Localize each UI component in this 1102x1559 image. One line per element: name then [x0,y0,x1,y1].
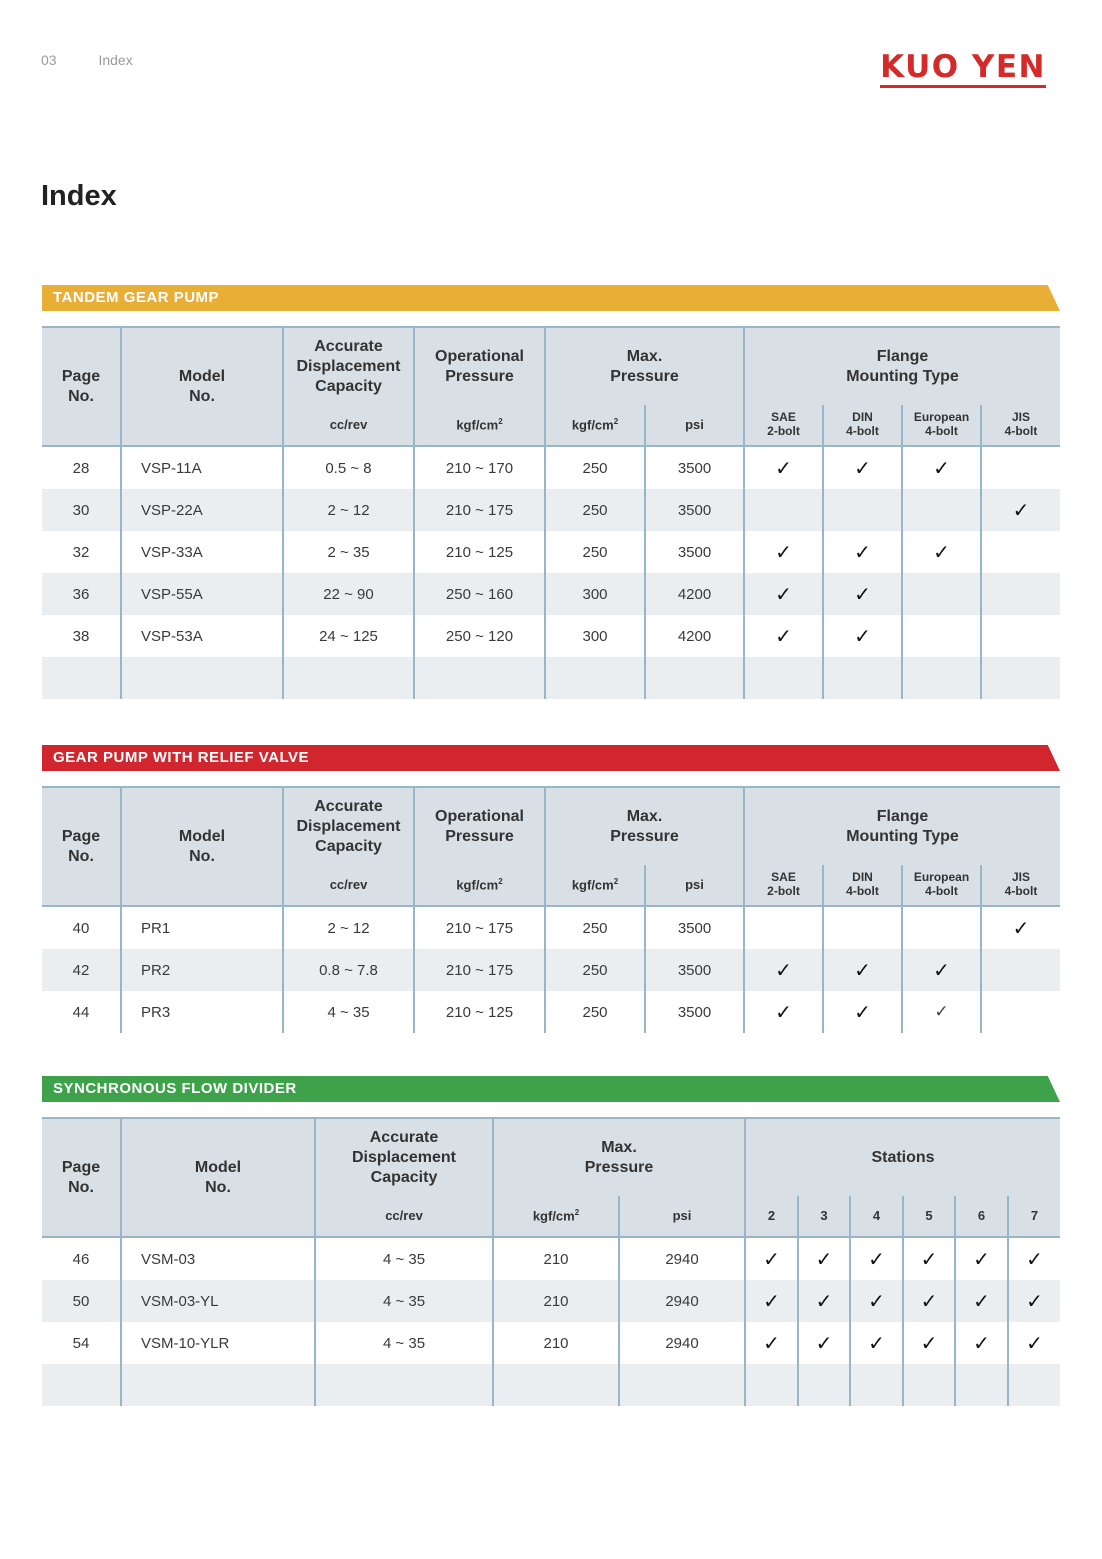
flange-jis: JIS 4-bolt [981,865,1060,906]
model-no-cell: PR2 [121,949,283,991]
flange-din-cell [823,657,902,699]
flange-sae-cell [744,949,823,991]
check-icon: ✓ [933,456,950,480]
check-icon: ✓ [1026,1331,1043,1355]
flange-din-cell [823,531,902,573]
displacement-cell: 0.8 ~ 7.8 [283,949,414,991]
flange-jis-cell [981,906,1060,949]
station-cell [955,1322,1008,1364]
section-banner [42,745,1060,771]
flange-sae-cell [744,615,823,657]
max-pressure-kgf-cell: 250 [545,991,645,1033]
model-no-cell: VSP-55A [121,573,283,615]
unit-cc-rev: cc/rev [315,1196,493,1237]
flow-divider-table [42,1117,1060,1406]
table-row [42,615,1060,657]
station-3: 3 [798,1196,850,1237]
col-max-pressure: Max. Pressure [493,1118,745,1196]
displacement-cell: 2 ~ 35 [283,531,414,573]
max-pressure-psi-cell: 3500 [645,906,744,949]
check-icon: ✓ [1026,1289,1043,1313]
displacement-cell [315,1364,493,1406]
operational-pressure-cell: 210 ~ 170 [414,446,545,489]
col-page-no: Page No. [42,787,121,906]
check-icon: ✓ [775,624,792,648]
check-icon: ✓ [763,1247,780,1271]
check-icon: ✓ [775,958,792,982]
max-pressure-psi-cell: 3500 [645,446,744,489]
logo-text: KUO YEN [880,49,1046,85]
model-no-cell [121,1364,315,1406]
station-cell [903,1322,955,1364]
max-pressure-psi-cell [645,657,744,699]
page-no-cell: 30 [42,489,121,531]
check-icon: ✓ [920,1331,938,1355]
page-no-cell: 50 [42,1280,121,1322]
col-displacement: Accurate Displacement Capacity [315,1118,493,1196]
page-number: 03 [41,52,57,68]
col-flange-mounting-type: Flange Mounting Type [744,787,1060,865]
flange-din-cell [823,446,902,489]
unit-cc-rev: cc/rev [283,865,414,906]
station-5: 5 [903,1196,955,1237]
page-no-cell: 38 [72,627,90,645]
relief-valve-pump-table [42,786,1060,1033]
header-section-label: Index [98,52,133,68]
table-row [42,489,1060,531]
page-no-cell: 54 [72,1334,90,1352]
displacement-cell: 2 ~ 12 [283,906,414,949]
model-no-cell: VSP-11A [121,446,283,489]
station-cell [798,1322,850,1364]
max-pressure-psi-cell: 3500 [645,489,744,531]
max-pressure-psi-cell: 2940 [619,1322,745,1364]
flange-european-cell [902,906,981,949]
station-cell [903,1364,955,1406]
station-cell [850,1280,903,1322]
check-icon: ✓ [815,1331,833,1355]
station-cell [903,1280,955,1322]
unit-psi: psi [645,405,744,446]
page-no-cell: 32 [72,543,90,561]
check-icon: ✓ [854,958,871,982]
displacement-cell: 22 ~ 90 [283,573,414,615]
col-model-no: Model No. [121,1118,315,1237]
max-pressure-kgf-cell: 250 [545,531,645,573]
page-header [41,52,171,68]
displacement-cell: 4 ~ 35 [315,1322,493,1364]
flange-jis-cell [981,657,1060,699]
max-pressure-kgf-cell: 250 [545,906,645,949]
col-stations: Stations [745,1118,1060,1196]
logo-underline [880,85,1046,88]
check-icon: ✓ [775,540,792,564]
page-no-cell: 28 [72,459,90,477]
check-icon: ✓ [868,1247,885,1271]
flange-jis-cell [981,446,1060,489]
section-title: TANDEM GEAR PUMP [53,289,220,306]
table-row [42,1364,1060,1406]
flange-european-cell [902,531,981,573]
table-row [42,949,1060,991]
table-row [42,1322,1060,1364]
model-no-cell: VSM-10-YLR [121,1322,315,1364]
station-cell [745,1237,798,1280]
displacement-cell: 2 ~ 12 [283,489,414,531]
flange-sae-cell [744,906,823,949]
check-icon: ✓ [775,456,792,480]
flange-european-cell [902,657,981,699]
displacement-cell: 0.5 ~ 8 [283,446,414,489]
operational-pressure-cell: 210 ~ 125 [414,991,545,1033]
station-cell [850,1237,903,1280]
station-cell [850,1364,903,1406]
max-pressure-kgf-cell: 210 [493,1322,619,1364]
max-pressure-kgf-cell: 300 [545,573,645,615]
flow-divider-section [42,1076,1060,1406]
check-icon: ✓ [868,1289,885,1313]
flange-sae-cell [744,489,823,531]
table-row [42,906,1060,949]
flange-sae-cell [744,531,823,573]
col-max-pressure: Max. Pressure [545,787,744,865]
max-pressure-kgf-cell [545,657,645,699]
flange-din-cell [823,906,902,949]
operational-pressure-cell: 210 ~ 125 [414,531,545,573]
page-no-cell [42,1364,121,1406]
station-cell [903,1237,955,1280]
flange-sae-cell [744,446,823,489]
flange-european-cell [902,489,981,531]
max-pressure-kgf-cell: 250 [545,949,645,991]
section-title: GEAR PUMP WITH RELIEF VALVE [53,749,310,766]
col-operational-pressure: Operational Pressure [414,787,545,865]
col-page-no: Page No. [42,327,121,446]
page-no-cell: 40 [72,919,90,937]
max-pressure-psi-cell: 3500 [645,949,744,991]
max-pressure-psi-cell: 2940 [619,1237,745,1280]
operational-pressure-cell: 250 ~ 160 [414,573,545,615]
operational-pressure-cell: 210 ~ 175 [414,949,545,991]
flange-din-cell [823,573,902,615]
max-pressure-kgf-cell: 300 [545,615,645,657]
page-title: Index [41,180,117,212]
flange-din-cell [823,991,902,1033]
model-no-cell [121,657,283,699]
section-banner [42,1076,1060,1102]
page-no-cell: 46 [72,1250,90,1268]
col-flange-mounting-type: Flange Mounting Type [744,327,1060,405]
max-pressure-kgf-cell: 210 [493,1280,619,1322]
col-displacement: Accurate Displacement Capacity [283,327,414,405]
max-pressure-kgf-cell: 210 [493,1237,619,1280]
tandem-gear-pump-section [42,285,1060,699]
model-no-cell: PR3 [121,991,283,1033]
table-row [42,1237,1060,1280]
page-no-cell: 44 [72,1003,90,1021]
flange-sae: SAE 2-bolt [744,405,823,446]
check-icon: ✓ [934,1002,949,1022]
flange-sae: SAE 2-bolt [744,865,823,906]
check-icon: ✓ [973,1289,990,1313]
check-icon: ✓ [763,1331,780,1355]
flange-jis-cell [981,615,1060,657]
table-row [42,446,1060,489]
check-icon: ✓ [973,1247,990,1271]
operational-pressure-cell [414,657,545,699]
station-cell [955,1237,1008,1280]
flange-jis-cell [981,949,1060,991]
check-icon: ✓ [933,540,950,564]
flange-european: European 4-bolt [902,865,981,906]
operational-pressure-cell: 250 ~ 120 [414,615,545,657]
flange-jis-cell [981,531,1060,573]
flange-european-cell [902,615,981,657]
page-no-cell: 36 [42,573,121,615]
max-pressure-psi-cell: 4200 [645,615,744,657]
table-row [42,531,1060,573]
check-icon: ✓ [763,1289,780,1313]
check-icon: ✓ [933,958,950,982]
model-no-cell: VSP-33A [121,531,283,573]
station-cell [798,1364,850,1406]
station-cell [1008,1322,1060,1364]
station-cell [745,1322,798,1364]
col-displacement: Accurate Displacement Capacity [283,787,414,865]
check-icon: ✓ [920,1247,938,1271]
station-cell [850,1322,903,1364]
table-row [42,573,1060,615]
check-icon: ✓ [854,540,871,564]
station-cell [798,1237,850,1280]
model-no-cell: VSP-22A [121,489,283,531]
flange-din-cell [823,489,902,531]
unit-kgf: kgf/$cm^2$ [414,865,545,906]
unit-psi: psi [645,865,744,906]
max-pressure-kgf-cell: 250 [545,489,645,531]
tandem-gear-pump-table [42,326,1060,699]
check-icon: ✓ [854,456,871,480]
table-row [42,991,1060,1033]
check-icon: ✓ [854,624,871,648]
col-page-no: Page No. [42,1118,121,1237]
page-no-cell [42,657,121,699]
unit-kgf: kgf/$cm^2$ [493,1196,619,1237]
station-cell [1008,1364,1060,1406]
station-cell [745,1280,798,1322]
flange-sae-cell [744,991,823,1033]
displacement-cell: 4 ~ 35 [315,1237,493,1280]
flange-european-cell [902,949,981,991]
flange-european: European 4-bolt [902,405,981,446]
check-icon: ✓ [854,582,871,606]
operational-pressure-cell: 210 ~ 175 [414,489,545,531]
max-pressure-psi-cell [619,1364,745,1406]
flange-din: DIN 4-bolt [823,405,902,446]
check-icon: ✓ [1026,1247,1043,1271]
col-operational-pressure: Operational Pressure [414,327,545,405]
col-model-no: Model No. [121,787,283,906]
model-no-cell: VSM-03-YL [121,1280,315,1322]
displacement-cell: 24 ~ 125 [283,615,414,657]
col-max-pressure: Max. Pressure [545,327,744,405]
check-icon: ✓ [775,582,792,606]
relief-valve-pump-section [42,745,1060,1033]
check-icon: ✓ [854,1000,871,1024]
flange-european-cell [902,446,981,489]
flange-din-cell [823,615,902,657]
displacement-cell: 4 ~ 35 [283,991,414,1033]
section-title: SYNCHRONOUS FLOW DIVIDER [53,1080,297,1097]
section-banner [42,285,1060,311]
flange-jis-cell [981,573,1060,615]
check-icon: ✓ [868,1331,885,1355]
model-no-cell: VSP-53A [121,615,283,657]
station-cell [745,1364,798,1406]
station-7: 7 [1008,1196,1060,1237]
station-2: 2 [745,1196,798,1237]
station-cell [1008,1280,1060,1322]
check-icon: ✓ [1012,916,1030,940]
model-no-cell: PR1 [121,906,283,949]
page-no-cell: 42 [42,949,121,991]
unit-cc-rev: cc/rev [283,405,414,446]
displacement-cell: 4 ~ 35 [315,1280,493,1322]
unit-kgf: kgf/$cm^2$ [545,405,645,446]
check-icon: ✓ [815,1247,833,1271]
max-pressure-psi-cell: 3500 [645,531,744,573]
unit-psi: psi [619,1196,745,1237]
max-pressure-psi-cell: 3500 [645,991,744,1033]
displacement-cell [283,657,414,699]
station-cell [798,1280,850,1322]
flange-sae-cell [744,657,823,699]
check-icon: ✓ [815,1289,833,1313]
flange-european-cell [902,573,981,615]
operational-pressure-cell: 210 ~ 175 [414,906,545,949]
flange-jis-cell [981,489,1060,531]
flange-din: DIN 4-bolt [823,865,902,906]
col-model-no: Model No. [121,327,283,446]
table-row [42,657,1060,699]
station-cell [955,1364,1008,1406]
flange-din-cell [823,949,902,991]
check-icon: ✓ [973,1331,990,1355]
table-row [42,1280,1060,1322]
model-no-cell: VSM-03 [121,1237,315,1280]
max-pressure-kgf-cell [493,1364,619,1406]
max-pressure-psi-cell: 4200 [645,573,744,615]
check-icon: ✓ [1012,498,1030,522]
max-pressure-kgf-cell: 250 [545,446,645,489]
station-6: 6 [955,1196,1008,1237]
check-icon: ✓ [775,1000,792,1024]
flange-jis: JIS 4-bolt [981,405,1060,446]
unit-kgf: kgf/$cm^2$ [545,865,645,906]
check-icon: ✓ [920,1289,938,1313]
flange-sae-cell [744,573,823,615]
unit-kgf: kgf/$cm^2$ [414,405,545,446]
kuo-yen-logo [880,49,1046,88]
station-cell [955,1280,1008,1322]
max-pressure-psi-cell: 2940 [619,1280,745,1322]
flange-jis-cell [981,991,1060,1033]
station-4: 4 [850,1196,903,1237]
station-cell [1008,1237,1060,1280]
flange-european-cell [902,991,981,1033]
